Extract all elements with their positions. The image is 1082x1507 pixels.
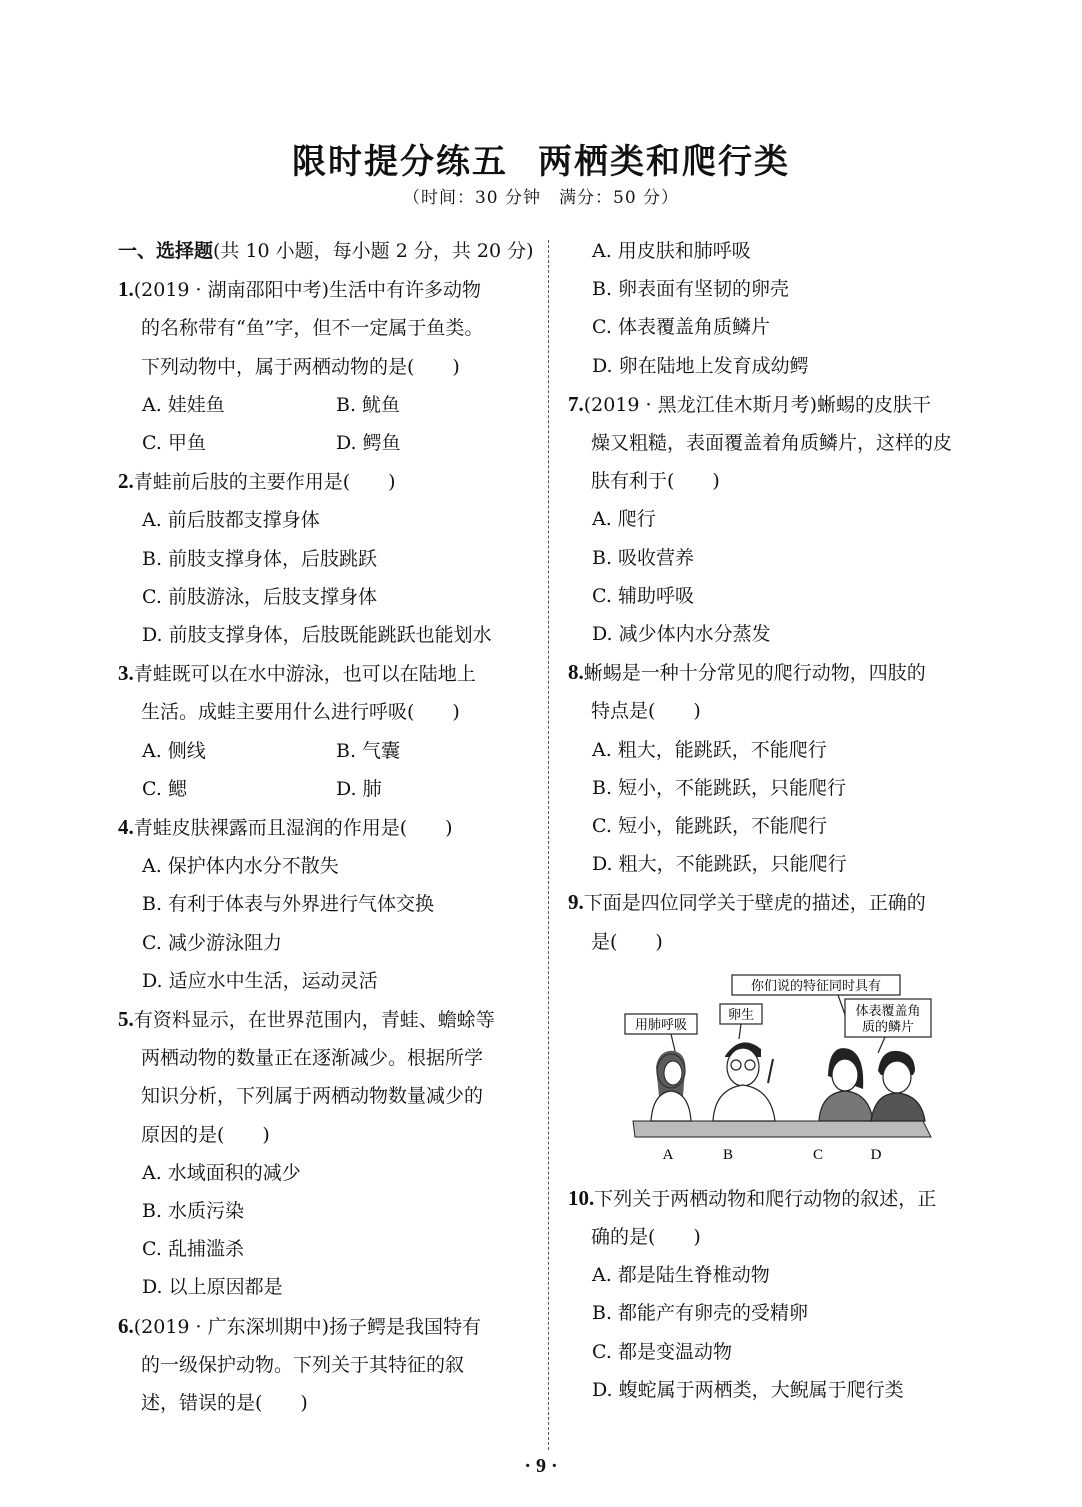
answer-option: D. 肺 — [336, 777, 382, 800]
bubble-a-text: 用肺呼吸 — [634, 1017, 688, 1033]
student-a-figure — [651, 1051, 691, 1121]
answer-option: C. 体表覆盖角质鳞片 — [592, 316, 770, 339]
question-stem — [568, 1179, 980, 1218]
question-stem — [568, 883, 980, 922]
question-text-continued: 知识分析，下列属于两栖动物数量减少的 — [141, 1085, 484, 1108]
question-text-continued: 下列动物中，属于两栖动物的是( ) — [141, 355, 460, 378]
answer-option: A. 都是陆生脊椎动物 — [592, 1264, 770, 1287]
page-number: · 9 · — [524, 1455, 558, 1477]
student-d-figure — [871, 1051, 925, 1121]
question-text-continued: 是( ) — [591, 930, 663, 953]
right-column — [568, 232, 980, 1409]
question-text: 蜥蜴是一种十分常见的爬行动物，四肢的 — [583, 662, 926, 685]
answer-option-pair — [118, 424, 530, 462]
question-text-continued: 原因的是( ) — [141, 1123, 270, 1146]
question-number: 5. — [118, 1007, 134, 1032]
answer-option: B. 有利于体表与外界进行气体交换 — [142, 893, 435, 916]
answer-option: B. 都能产有卵壳的受精卵 — [592, 1302, 809, 1325]
question-number: 8. — [568, 660, 584, 685]
question-text: 青蛙既可以在水中游泳，也可以在陆地上 — [133, 663, 476, 686]
student-b-figure — [713, 1042, 775, 1121]
left-question-list — [118, 270, 530, 1422]
question-number: 9. — [568, 890, 584, 915]
answer-option: A. 前后肢都支撑身体 — [142, 509, 320, 532]
answer-option: C. 短小，能跳跃，不能爬行 — [592, 815, 827, 838]
question-number: 7. — [568, 391, 584, 416]
answer-option: C. 辅助呼吸 — [592, 584, 694, 607]
answer-option: B. 气囊 — [336, 739, 401, 762]
question-stem — [568, 653, 980, 692]
answer-option: D. 减少体内水分蒸发 — [592, 623, 771, 646]
question-text: 有资料显示，在世界范围内，青蛙、蟾蜍等 — [133, 1009, 495, 1032]
answer-option: B. 前肢支撑身体，后肢跳跃 — [142, 547, 378, 570]
answer-option: D. 适应水中生活，运动灵活 — [142, 969, 378, 992]
answer-option: B. 吸收营养 — [592, 546, 695, 569]
answer-option: A. 用皮肤和肺呼吸 — [592, 240, 751, 262]
answer-option: A. 保护体内水分不散失 — [142, 855, 339, 878]
question-stem — [118, 1307, 530, 1346]
section-detail: (共 10 小题，每小题 2 分，共 20 分) — [213, 240, 534, 262]
question-text-continued: 特点是( ) — [591, 700, 701, 723]
question-text-continued: 生活。成蛙主要用什么进行呼吸( ) — [141, 701, 460, 724]
question-number: 3. — [118, 661, 134, 686]
answer-option: A. 水域面积的减少 — [142, 1161, 301, 1184]
label-d: D — [870, 1146, 882, 1163]
question-stem — [118, 654, 530, 693]
bubble-b-text: 卵生 — [727, 1007, 755, 1023]
answer-option: C. 前肢游泳，后肢支撑身体 — [142, 585, 377, 608]
question-text: 青蛙前后肢的主要作用是( ) — [133, 471, 396, 494]
answer-option: A. 粗大，能跳跃，不能爬行 — [592, 738, 827, 761]
question-text: 下面是四位同学关于壁虎的描述，正确的 — [583, 892, 926, 915]
answer-option: C. 甲鱼 — [142, 432, 206, 455]
question-number: 10. — [568, 1185, 595, 1210]
right-question-list-bottom — [568, 1179, 980, 1409]
answer-option: C. 乱捕滥杀 — [142, 1238, 244, 1261]
bubble-d-line2: 质的鳞片 — [861, 1019, 915, 1035]
question-stem — [118, 270, 530, 309]
question-number: 4. — [118, 815, 134, 840]
answer-option: B. 水质污染 — [142, 1200, 245, 1223]
page-title — [0, 134, 1082, 183]
question-text-continued: 的名称带有“鱼”字，但不一定属于鱼类。 — [141, 317, 484, 340]
exam-info — [0, 183, 1082, 208]
question-text-continued: 述，错误的是( ) — [141, 1392, 308, 1415]
table-shape — [633, 1121, 931, 1137]
question-text: (2019 · 广东深圳期中)扬子鳄是我国特有 — [133, 1315, 482, 1338]
question-text: 青蛙皮肤裸露而且湿润的作用是( ) — [133, 817, 453, 840]
answer-option-pair — [118, 386, 530, 424]
label-b: B — [722, 1146, 734, 1163]
answer-option: B. 短小，不能跳跃，只能爬行 — [592, 776, 847, 799]
answer-option: A. 爬行 — [592, 508, 656, 531]
student-c-figure — [819, 1048, 873, 1121]
right-question-list — [568, 232, 980, 961]
label-a: A — [662, 1146, 674, 1163]
question-text: (2019 · 黑龙江佳木斯月考)蜥蜴的皮肤干 — [583, 393, 932, 416]
section-heading: 一、选择题(共 10 小题，每小题 2 分，共 20 分) — [118, 240, 534, 262]
question-stem — [118, 462, 530, 501]
gecko-illustration — [568, 961, 980, 1179]
column-divider — [548, 240, 549, 1450]
students-discussion-figure — [623, 971, 963, 1171]
question-text-continued: 确的是( ) — [591, 1226, 701, 1249]
full-score: 满分：50 分） — [559, 188, 680, 208]
answer-option: D. 蝮蛇属于两栖类，大鲵属于爬行类 — [592, 1378, 904, 1401]
question-text-continued: 肤有利于( ) — [591, 470, 720, 493]
question-text-continued: 两栖动物的数量正在逐渐减少。根据所学 — [141, 1047, 484, 1070]
time-limit: （时间：30 分钟 — [402, 188, 541, 208]
answer-option: D. 前肢支撑身体，后肢既能跳跃也能划水 — [142, 624, 492, 647]
answer-option-pair — [118, 732, 530, 770]
question-number: 2. — [118, 469, 134, 494]
question-stem — [118, 808, 530, 847]
question-stem — [118, 1000, 530, 1039]
question-text: (2019 · 湖南邵阳中考)生活中有许多动物 — [133, 279, 482, 302]
answer-option: C. 鳃 — [142, 777, 187, 800]
answer-option: A. 娃娃鱼 — [142, 393, 225, 416]
question-stem — [568, 385, 980, 424]
answer-option: D. 鳄鱼 — [336, 432, 401, 455]
question-text-continued: 燥又粗糙，表面覆盖着角质鳞片，这样的皮 — [591, 432, 953, 455]
title-sub: 两栖类和爬行类 — [538, 142, 790, 182]
question-number: 6. — [118, 1313, 134, 1338]
answer-option-pair — [118, 770, 530, 808]
question-text: 下列关于两栖动物和爬行动物的叙述，正 — [594, 1187, 937, 1210]
question-number: 1. — [118, 277, 134, 302]
answer-option: C. 都是变温动物 — [592, 1340, 732, 1363]
title-main: 限时提分练五 — [292, 142, 508, 182]
answer-option: C. 减少游泳阻力 — [142, 931, 282, 954]
answer-option: D. 卵在陆地上发育成幼鳄 — [592, 354, 809, 377]
answer-option: D. 以上原因都是 — [142, 1276, 283, 1299]
answer-option: B. 鱿鱼 — [336, 393, 401, 416]
answer-option: A. 侧线 — [142, 739, 206, 762]
label-c: C — [812, 1146, 824, 1163]
bubble-d-line1: 体表覆盖角 — [855, 1003, 921, 1019]
left-column — [118, 232, 534, 1422]
answer-option: D. 粗大，不能跳跃，只能爬行 — [592, 853, 847, 876]
bubble-center-text: 你们说的特征同时具有 — [750, 978, 882, 994]
question-text-continued: 的一级保护动物。下列关于其特征的叙 — [141, 1353, 465, 1376]
answer-option: B. 卵表面有坚韧的卵壳 — [592, 278, 790, 301]
